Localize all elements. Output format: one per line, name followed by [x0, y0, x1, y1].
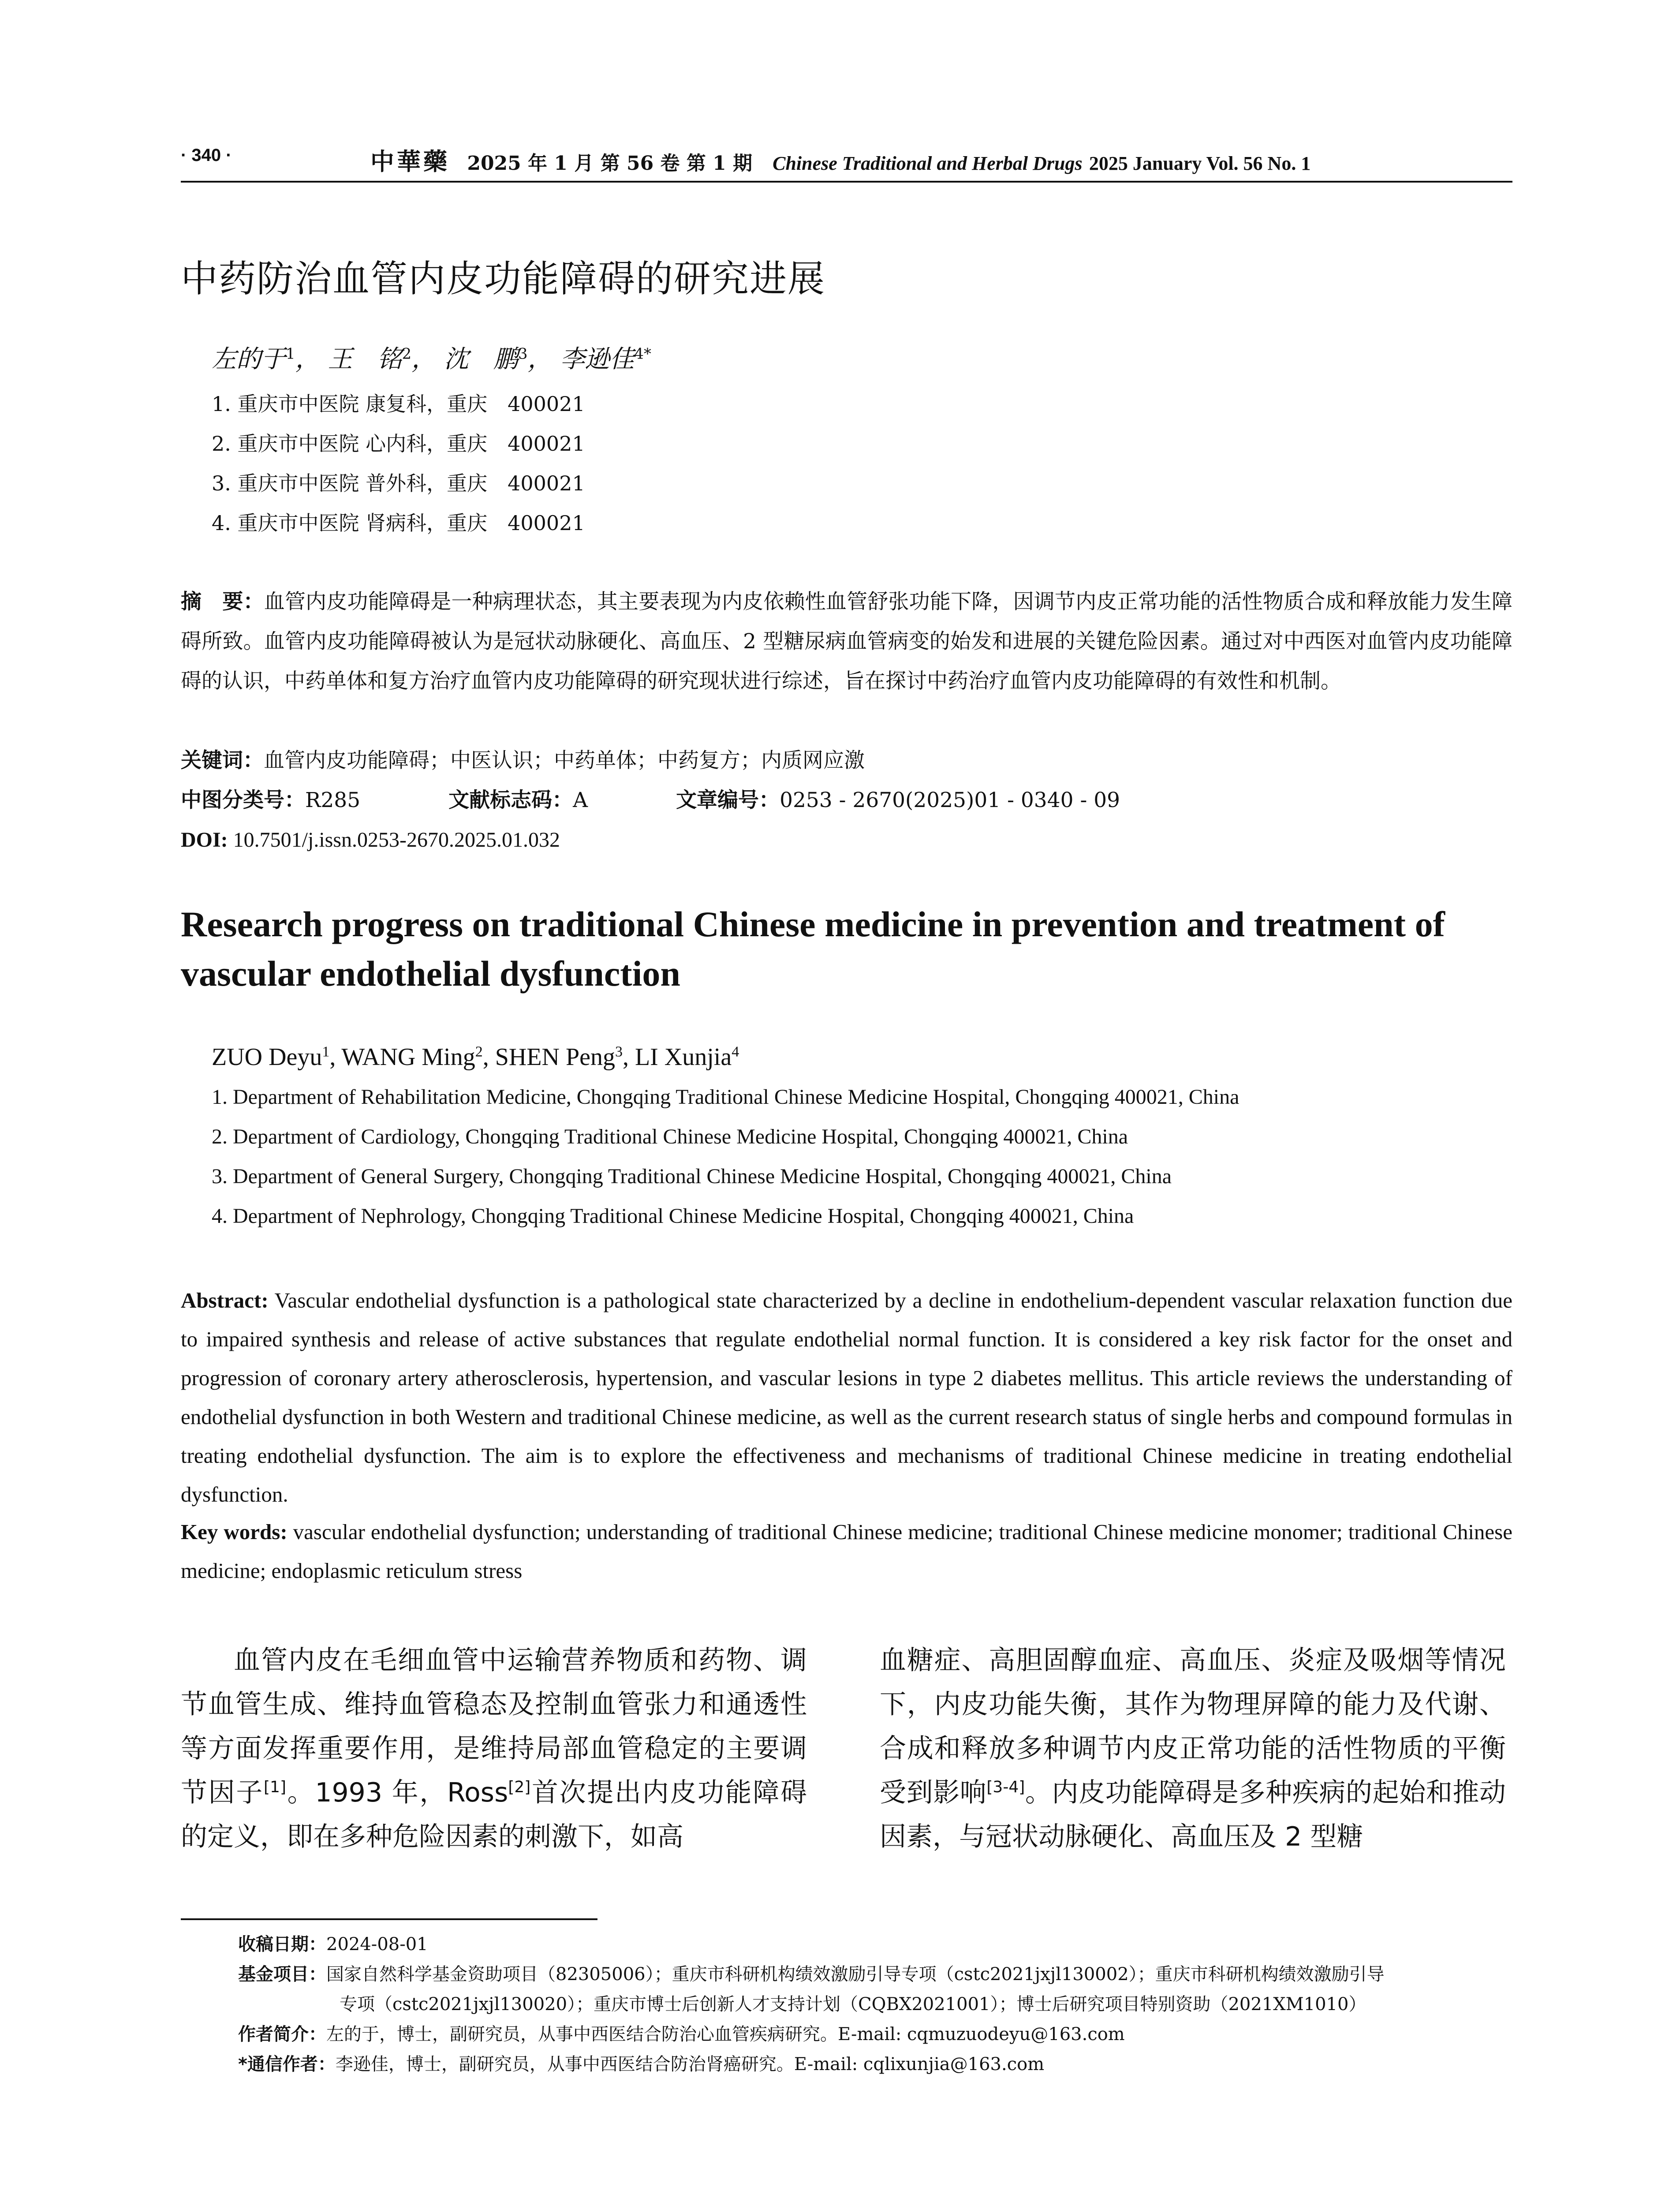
- footnote-author: [238, 2019, 1517, 2049]
- classification-line: [181, 781, 1120, 820]
- body-text: 。1993 年，Ross: [286, 1777, 508, 1808]
- author-sup: 2: [475, 1043, 483, 1060]
- footnotes: [238, 1929, 1517, 2079]
- en-author: SHEN Peng: [495, 1043, 615, 1071]
- author-sup: 4: [732, 1043, 739, 1060]
- cn-abstract: [181, 582, 1512, 701]
- body-column-right: [880, 1638, 1506, 1859]
- author-sup: 3: [615, 1043, 623, 1060]
- journal-en-issue: 2025 January Vol. 56 No. 1: [1089, 153, 1311, 174]
- journal-en-name: Chinese Traditional and Herbal Drugs: [773, 153, 1083, 174]
- cn-affiliation: 2. 重庆市中医院 心内科，重庆 400021: [212, 432, 585, 456]
- cn-keywords-text: 血管内皮功能障碍；中医认识；中药单体；中药复方；内质网应激: [264, 748, 865, 773]
- doc-code-label: 文献标志码：: [448, 788, 573, 812]
- en-author: WANG Ming: [341, 1043, 475, 1071]
- cn-authors: 左的于$^1$， 王 铭$^2$， 沈 鹏$^3$， 李逊佳$^{4*}$: [212, 345, 651, 374]
- footnote-rule: [181, 1918, 597, 1920]
- en-authors: ZUO Deyu$^1$, WANG Ming$^2$, SHEN Peng$^3$, LI Xunjia$^4$: [212, 1043, 739, 1071]
- received-label: 收稿日期：: [238, 1934, 326, 1955]
- cn-author: 左的于: [212, 345, 286, 374]
- cn-affiliation: 3. 重庆市中医院 普外科，重庆 400021: [212, 471, 585, 495]
- body-text: 血糖症、高胆固醇血症、高血压、炎症及吸烟等情况下，内皮功能失衡，其作为物理屏障的能力及代谢、合成和释放多种调节内皮正常功能的活性物质的平衡受到影响: [880, 1645, 1506, 1808]
- cn-title: 中药防治血管内皮功能障碍的研究进展: [181, 257, 826, 300]
- author-bio-label: 作者简介：: [238, 2024, 326, 2044]
- article-no-value: 0253 - 2670(2025)01 - 0340 - 09: [780, 788, 1120, 812]
- article-no-label: 文章编号：: [676, 788, 780, 812]
- en-author: ZUO Deyu: [212, 1043, 322, 1071]
- citation-ref[interactable]: [3-4]: [986, 1778, 1025, 1796]
- en-keywords: [181, 1513, 1512, 1590]
- footnote-received: [238, 1929, 1517, 1959]
- body-text: 血管内皮在毛细血管中运输营养物质和药物、调节血管生成、维持血管稳态及控制血管张力和通透性等方面发挥重要作用，是维持局部血管稳定的主要调节因子: [181, 1645, 807, 1808]
- en-title: Research progress on traditional Chinese medicine in prevention and treatment of vascular endothelial dysfunction: [181, 904, 1445, 994]
- received-value: 2024-08-01: [326, 1934, 428, 1955]
- cn-author: 沈 鹏: [444, 345, 518, 374]
- footnote-fund: [238, 1959, 1517, 2019]
- fund-line-1: 国家自然科学基金资助项目（82305006）；重庆市科研机构绩效激励引导专项（cstc2021jxjl130002）；重庆市科研机构绩效激励引导: [326, 1964, 1385, 1984]
- author-sup: 1: [286, 345, 295, 363]
- fund-line-2: 专项（cstc2021jxjl130020）；重庆市博士后创新人才支持计划（CQBX2021001）；博士后研究项目特别资助（2021XM1010）: [340, 1994, 1366, 2014]
- clc-label: 中图分类号：: [181, 788, 305, 812]
- cn-affiliation: 4. 重庆市中医院 肾病科，重庆 400021: [212, 511, 585, 535]
- corresponding-label: *通信作者：: [238, 2054, 336, 2074]
- doi-line: [181, 820, 560, 860]
- author-bio: 左的于，博士，副研究员，从事中西医结合防治心血管疾病研究。E-mail: cqmuzuodeyu@163.com: [326, 2024, 1125, 2044]
- journal-logo: 中華藥: [370, 147, 450, 176]
- corresponding-author: 李逊佳，博士，副研究员，从事中西医结合防治肾癌研究。E-mail: cqlixunjia@163.com: [335, 2054, 1045, 2074]
- doi-value: 10.7501/j.issn.0253-2670.2025.01.032: [233, 828, 560, 852]
- clc-value: R285: [305, 788, 361, 812]
- en-author: LI Xunjia: [635, 1043, 732, 1071]
- en-affiliation: 1. Department of Rehabilitation Medicine, Chongqing Traditional Chinese Medicine Hospital, Chongqing 400021, China: [212, 1085, 1239, 1109]
- citation-ref[interactable]: [2]: [508, 1778, 531, 1796]
- body-text: 。内皮功能障碍是多种疾病的起始和推动因素，与冠状动脉硬化、高血压及 2 型糖: [880, 1777, 1506, 1852]
- cn-author: 王 铭: [328, 345, 402, 374]
- body-column-left: [181, 1638, 807, 1859]
- en-affiliations: [212, 1085, 1239, 1244]
- author-sup: 2: [402, 345, 412, 363]
- page-number: · 340 ·: [181, 146, 232, 165]
- footnote-corresponding: [238, 2049, 1517, 2079]
- en-keywords-text: vascular endothelial dysfunction; understanding of traditional Chinese medicine; traditional Chinese medicine monomer; traditional Chinese medicine; endoplasmic reticulum stress: [181, 1520, 1512, 1583]
- cn-affiliations: [212, 388, 585, 547]
- en-keywords-label: Key words:: [181, 1520, 287, 1544]
- cn-keywords-label: 关键词：: [181, 748, 264, 773]
- author-sup: 4*: [634, 345, 651, 363]
- fund-label: 基金项目：: [238, 1964, 326, 1984]
- doc-code-value: A: [573, 788, 588, 812]
- cn-keywords: [181, 741, 1512, 781]
- cn-abstract-label: 摘 要：: [181, 590, 264, 614]
- journal-info: [370, 143, 1310, 177]
- body-text: 首次提出内皮功能障碍的定义，即在多种危险因素的刺激下，如高: [181, 1777, 807, 1852]
- running-header: [181, 132, 1512, 183]
- en-affiliation: 2. Department of Cardiology, Chongqing Traditional Chinese Medicine Hospital, Chongqing 400021, China: [212, 1125, 1128, 1148]
- author-sup: 3: [518, 345, 528, 363]
- cn-author: 李逊佳: [560, 345, 635, 374]
- en-affiliation: 3. Department of General Surgery, Chongqing Traditional Chinese Medicine Hospital, Chongqing 400021, China: [212, 1165, 1172, 1188]
- en-abstract-text: Vascular endothelial dysfunction is a pathological state characterized by a decline in endothelium-dependent vascular relaxation function due to impaired synthesis and release of active substances that regulate endothelial normal function. It is considered a key risk factor for the onset and progression of coronary artery atherosclerosis, hypertension, and vascular lesions in type 2 diabetes mellitus. This article reviews the understanding of endothelial dysfunction in both Western and traditional Chinese medicine, as well as the current research status of single herbs and compound formulas in treating endothelial dysfunction. The aim is to explore the effectiveness and mechanisms of traditional Chinese medicine in treating endothelial dysfunction.: [181, 1288, 1512, 1506]
- cn-affiliation: 1. 重庆市中医院 康复科，重庆 400021: [212, 392, 585, 416]
- en-abstract-label: Abstract:: [181, 1288, 269, 1312]
- doi-label: DOI:: [181, 828, 228, 852]
- journal-cn-issue: 2025 年 1 月 第 56 卷 第 1 期: [467, 152, 753, 175]
- cn-abstract-text: 血管内皮功能障碍是一种病理状态，其主要表现为内皮依赖性血管舒张功能下降，因调节内皮正常功能的活性物质合成和释放能力发生障碍所致。血管内皮功能障碍被认为是冠状动脉硬化、高血压、2 型糖尿病血管病变的始发和进展的关键危险因素。通过对中西医对血管内皮功能障碍的认识，中药单体和复方治疗血管内皮功能障碍的研究现状进行综述，旨在探讨中药治疗血管内皮功能障碍的有效性和机制。: [181, 590, 1512, 693]
- citation-ref[interactable]: [1]: [264, 1778, 286, 1796]
- en-abstract: [181, 1281, 1512, 1514]
- author-sup: 1: [322, 1043, 330, 1060]
- en-affiliation: 4. Department of Nephrology, Chongqing Traditional Chinese Medicine Hospital, Chongqing 400021, China: [212, 1204, 1134, 1228]
